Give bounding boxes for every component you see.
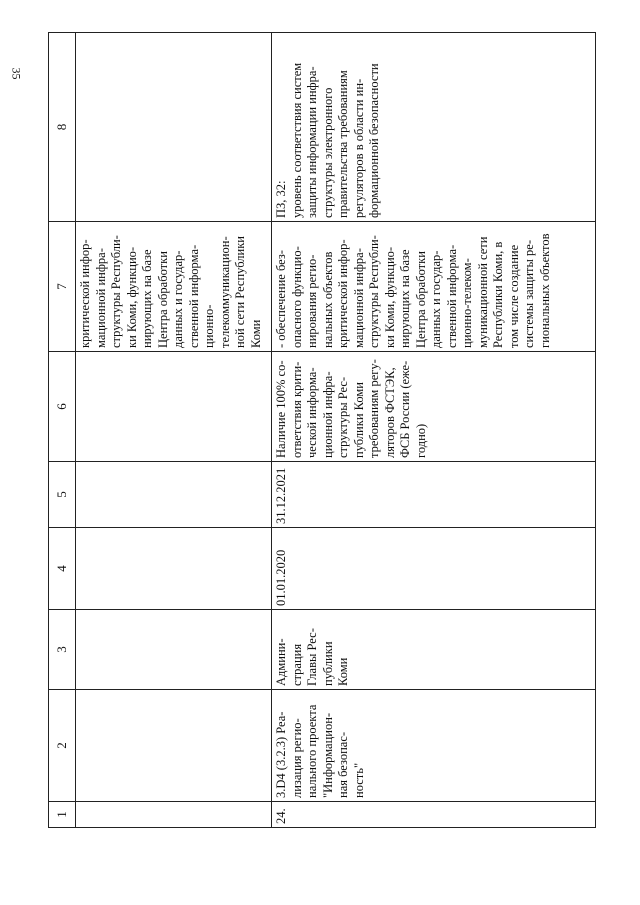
cell bbox=[76, 802, 272, 828]
indicator: Наличие 100% со- ответствия крити- ческой информа- ционной инфра- структуры Рес- публики Коми требованиям регу- ляторов ФСТЭК, ФСБ России (еже- годно) bbox=[272, 352, 596, 462]
continued-row bbox=[76, 33, 272, 828]
executor: Админи- страция Главы Рес- публики Коми bbox=[272, 610, 596, 690]
cell bbox=[76, 610, 272, 690]
cell bbox=[76, 352, 272, 462]
end-date: 31.12.2021 bbox=[272, 462, 596, 528]
continued-result-cell: критической инфор- мационной инфра- структуры Республи- ки Коми, функцио- нирующих на базе Центра обработки данных и государ- ственной информа- ционно- телекоммуникацион- ной сети Республики Коми bbox=[76, 222, 272, 352]
measure-name: 3.D4 (3.2.3) Реа- лизация регио- нального проекта "Информацион- ная безопас- ность" bbox=[272, 690, 596, 802]
cell bbox=[76, 690, 272, 802]
expected-result: - обеспечение без- опасного функцио- нирования регио- нальных объектов критической инфор- мационной инфра- структуры Республи- ки Коми, функцио- нирующих на базе Центра обработки данных и государ- ственной информа- ционно-телеком- муникационной сети Республики Коми, в том числе создание системы защиты ре- гиональных объектов bbox=[272, 222, 596, 352]
table-row-24 bbox=[272, 33, 596, 828]
row-number: 24. bbox=[272, 802, 596, 828]
header-col-3: 3 bbox=[49, 610, 76, 690]
page-number: 35 bbox=[9, 67, 24, 80]
header-row bbox=[49, 33, 76, 828]
header-col-6: 6 bbox=[49, 352, 76, 462]
header-col-4: 4 bbox=[49, 528, 76, 610]
header-col-8: 8 bbox=[49, 33, 76, 222]
header-col-7: 7 bbox=[49, 222, 76, 352]
cell bbox=[76, 528, 272, 610]
header-col-1: 1 bbox=[49, 802, 76, 828]
header-col-2: 2 bbox=[49, 690, 76, 802]
start-date: 01.01.2020 bbox=[272, 528, 596, 610]
program-reference: ПЗ, 32: уровень соответствия систем защиты информации инфра- структуры электронного правительства требованиям регуляторов в области ин- формационной безопасности bbox=[272, 33, 596, 222]
cell bbox=[76, 462, 272, 528]
measures-table bbox=[48, 32, 596, 828]
rotated-page bbox=[48, 33, 596, 828]
cell bbox=[76, 33, 272, 222]
header-col-5: 5 bbox=[49, 462, 76, 528]
